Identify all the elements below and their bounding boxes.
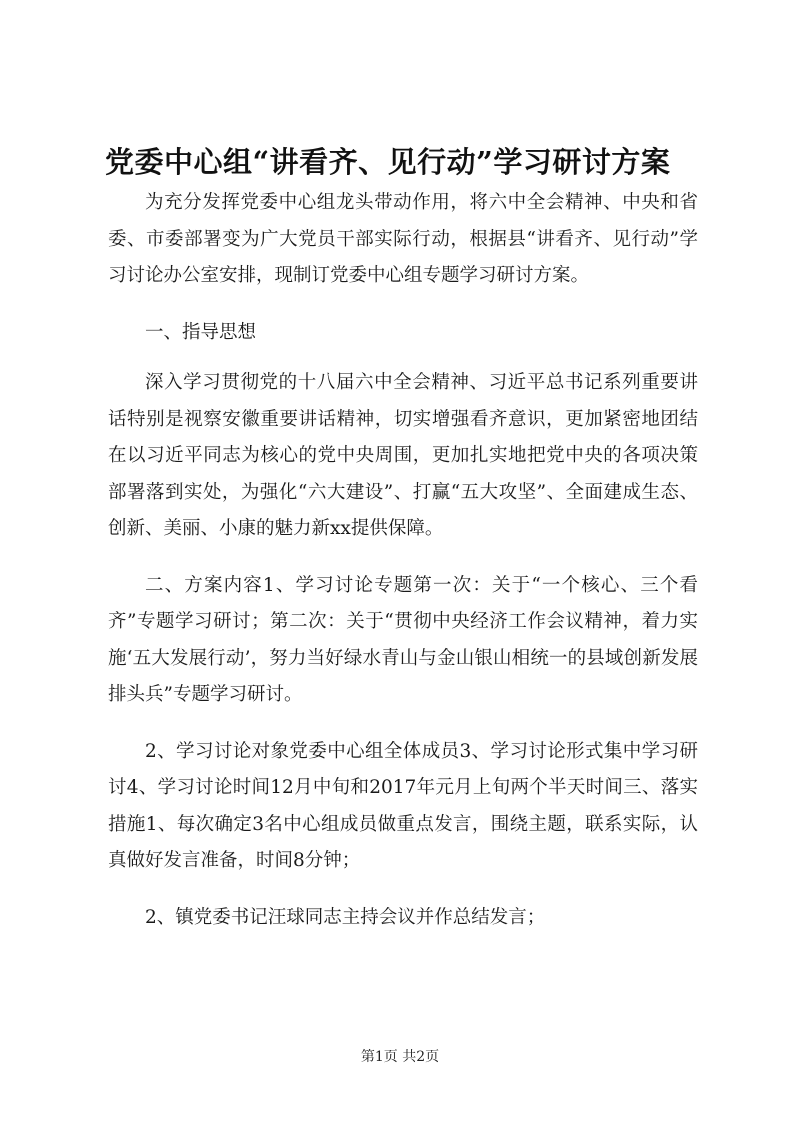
page-number-footer: 第1页 共2页 (360, 1049, 440, 1065)
paragraph-intro: 为充分发挥党委中心组龙头带动作用，将六中全会精神、中央和省委、市委部署变为广大党员干部实际行动，根据县“讲看齐、见行动”学习讨论办公室安排，现制订党委中心组专题学习研讨方案。 (108, 192, 698, 286)
paragraph-study-details: 2、学习讨论对象党委中心组全体成员3、学习讨论形式集中学习研讨4、学习讨论时间12月中旬和2017年元月上旬两个半天时间三、落实措施1、每次确定3名中心组成员做重点发言，围绕主题，联系实际，认真做好发言准备，时间8分钟； (108, 740, 698, 871)
document-title: 党委中心组“讲看齐、见行动”学习研讨方案 (105, 145, 671, 179)
paragraph-plan-content: 二、方案内容1、学习讨论专题第一次：关于“一个核心、三个看齐”专题学习研讨；第二次：关于“贯彻中央经济工作会议精神，着力实施‘五大发展行动’，努力当好绿水青山与金山银山相统一的县域创新发展排头兵”专题学习研讨。 (108, 574, 698, 705)
section-heading-guiding-ideology: 一、指导思想 (145, 321, 257, 343)
paragraph-guiding-ideology: 深入学习贯彻党的十八届六中全会精神、习近平总书记系列重要讲话特别是视察安徽重要讲话精神，切实增强看齐意识，更加紧密地团结在以习近平同志为核心的党中央周围，更加扎实地把党中央的各项决策部署落到实处，为强化“六大建设”、打赢“五大攻坚”、全面建成生态、创新、美丽、小康的魅力新xx提供保障。 (108, 372, 698, 539)
document-body (108, 185, 698, 956)
paragraph-host-summary: 2、镇党委书记汪球同志主持会议并作总结发言； (145, 906, 546, 928)
